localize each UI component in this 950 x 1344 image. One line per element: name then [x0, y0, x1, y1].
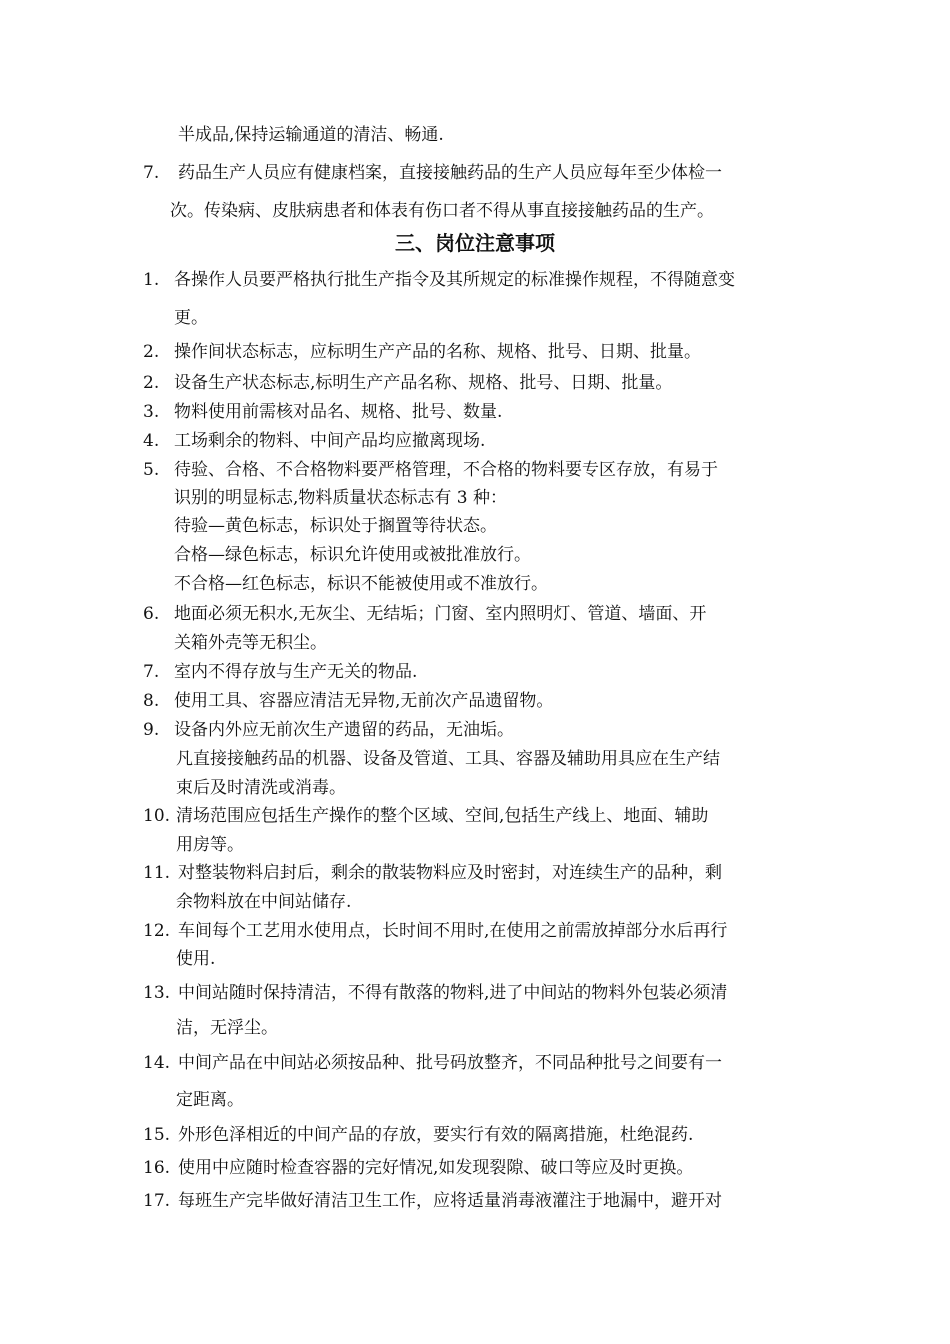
list-item-number: 14.	[143, 1053, 171, 1073]
list-item-number: 17.	[143, 1191, 171, 1211]
list-item-number: 5.	[143, 460, 160, 480]
list-item-number: 13.	[143, 983, 171, 1003]
list-item-number: 4.	[143, 431, 160, 451]
list-item-text: 识别的明显标志,物料质量状态标志有 3 种：	[174, 488, 508, 508]
list-item-number: 3.	[143, 402, 160, 422]
list-item-text: 束后及时清洗或消毒。	[176, 778, 346, 798]
list-item-text: 工场剩余的物料、中间产品均应撤离现场.	[174, 431, 486, 451]
list-item-text: 各操作人员要严格执行批生产指令及其所规定的标准操作规程，不得随意变	[174, 270, 735, 290]
list-item-text: 合格—绿色标志，标识允许使用或被批准放行。	[174, 545, 531, 565]
list-item-number: 2.	[143, 342, 160, 362]
list-item-number: 11.	[143, 863, 171, 883]
list-item-text: 对整装物料启封后，剩余的散装物料应及时密封，对连续生产的品种，剩	[178, 863, 722, 883]
list-item-number: 8.	[143, 691, 160, 711]
list-item-text: 使用.	[176, 949, 216, 969]
list-item-text: 余物料放在中间站储存.	[176, 892, 352, 912]
list-item-number: 2.	[143, 373, 160, 393]
list-item-text: 设备生产状态标志,标明生产产品名称、规格、批号、日期、批量。	[174, 373, 673, 393]
list-item-number: 15.	[143, 1125, 171, 1145]
list-item-text: 待验—黄色标志，标识处于搁置等待状态。	[174, 516, 497, 536]
list-item-text: 药品生产人员应有健康档案，直接接触药品的生产人员应每年至少体检一	[178, 163, 722, 183]
list-item-text: 外形色泽相近的中间产品的存放，要实行有效的隔离措施，杜绝混药.	[178, 1125, 694, 1145]
list-item-text: 车间每个工艺用水使用点，长时间不用时,在使用之前需放掉部分水后再行	[178, 921, 728, 941]
list-item-number: 6.	[143, 604, 160, 624]
list-item-text: 地面必须无积水,无灰尘、无结垢；门窗、室内照明灯、管道、墙面、开	[174, 604, 707, 624]
list-item-text: 关箱外壳等无积尘。	[174, 633, 327, 653]
list-item-text: 定距离。	[176, 1090, 244, 1110]
list-item-text: 使用工具、容器应清洁无异物,无前次产品遗留物。	[174, 691, 554, 711]
list-item-text: 凡直接接触药品的机器、设备及管道、工具、容器及辅助用具应在生产结	[176, 749, 720, 769]
list-item-text: 设备内外应无前次生产遗留的药品，无油垢。	[174, 720, 514, 740]
list-item-text: 次。传染病、皮肤病患者和体表有伤口者不得从事直接接触药品的生产。	[170, 201, 714, 221]
list-item-number: 10.	[143, 806, 171, 826]
list-item-number: 16.	[143, 1158, 171, 1178]
list-item-text: 不合格—红色标志，标识不能被使用或不准放行。	[174, 574, 548, 594]
list-item-text: 清场范围应包括生产操作的整个区域、空间,包括生产线上、地面、辅助	[176, 806, 709, 826]
list-item-text: 物料使用前需核对品名、规格、批号、数量.	[174, 402, 503, 422]
list-item-text: 室内不得存放与生产无关的物品.	[174, 662, 418, 682]
list-item-text: 待验、合格、不合格物料要严格管理，不合格的物料要专区存放，有易于	[174, 460, 718, 480]
list-item-number: 7.	[143, 662, 160, 682]
list-item-text: 使用中应随时检查容器的完好情况,如发现裂隙、破口等应及时更换。	[178, 1158, 694, 1178]
section-heading: 三、岗位注意事项	[395, 231, 555, 255]
list-item-text: 中间产品在中间站必须按品种、批号码放整齐，不同品种批号之间要有一	[178, 1053, 722, 1073]
list-item-text: 每班生产完毕做好清洁卫生工作，应将适量消毒液灌注于地漏中，避开对	[178, 1191, 722, 1211]
list-item-text: 更。	[174, 308, 208, 328]
list-item-number: 12.	[143, 921, 171, 941]
list-item-number: 7.	[143, 163, 160, 183]
list-item-text: 用房等。	[176, 835, 244, 855]
list-item-text: 半成品,保持运输通道的清洁、畅通.	[178, 125, 444, 145]
list-item-text: 中间站随时保持清洁，不得有散落的物料,进了中间站的物料外包装必须清	[178, 983, 728, 1003]
list-item-number: 9.	[143, 720, 160, 740]
list-item-number: 1.	[143, 270, 160, 290]
list-item-text: 洁，无浮尘。	[176, 1018, 278, 1038]
list-item-text: 操作间状态标志，应标明生产产品的名称、规格、批号、日期、批量。	[174, 342, 701, 362]
